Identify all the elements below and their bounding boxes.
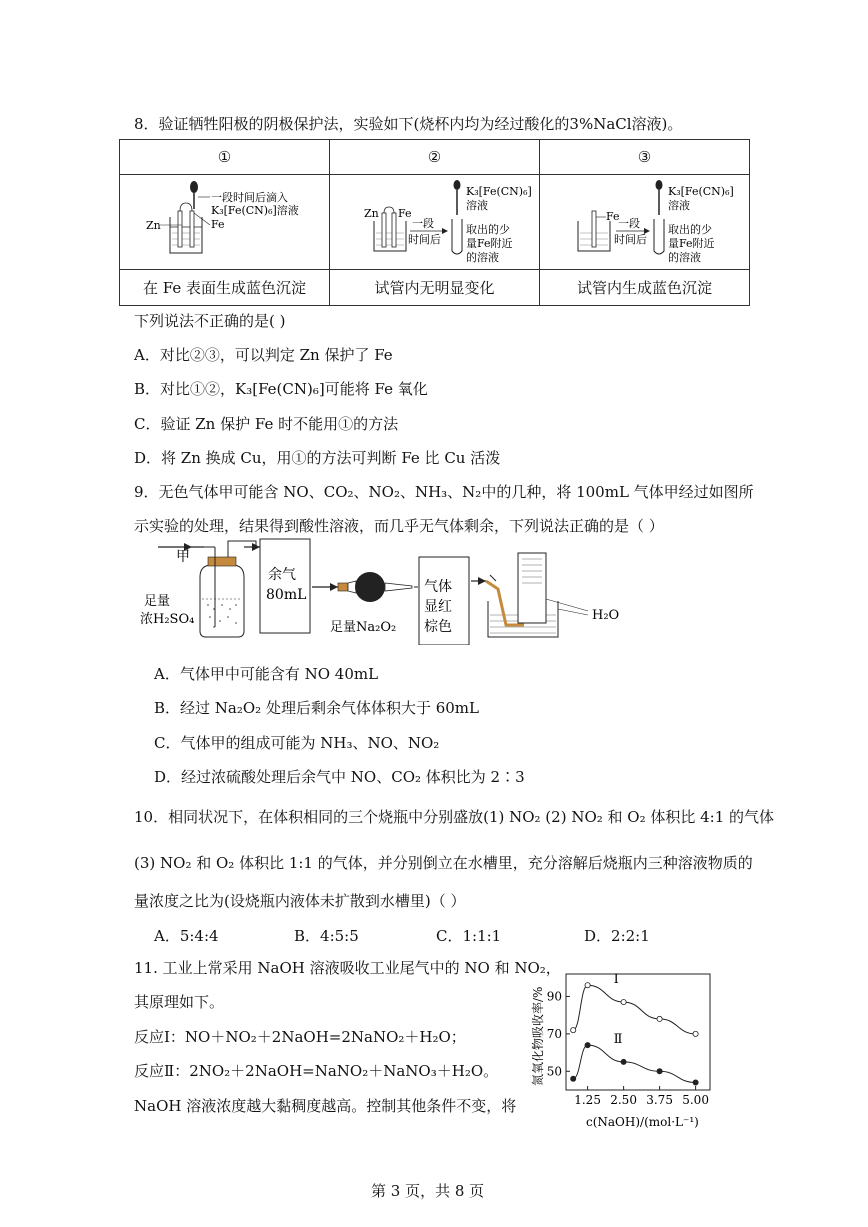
series-1-point xyxy=(621,999,626,1004)
fig1-label: Fe xyxy=(211,218,225,231)
fig3-label: 溶液 xyxy=(668,199,690,212)
y-axis-label: 氮氧化物吸收率/% xyxy=(531,986,545,1086)
q11-line1: 11. 工业上常采用 NaOH 溶液吸收工业尾气中的 NO 和 NO₂， xyxy=(134,959,561,977)
fig2-label: 一段 xyxy=(412,217,434,230)
page-footer: 第 3 页，共 8 页 xyxy=(371,1182,485,1200)
fig2-label: 取出的少 xyxy=(466,223,510,236)
label-water: H₂O xyxy=(592,608,620,623)
fig2-label: 时间后 xyxy=(408,233,441,246)
series-2-point xyxy=(657,1069,662,1074)
fig3-label: 一段 xyxy=(618,217,640,230)
q10-option-d: D．2:2:1 xyxy=(584,927,650,945)
fig2-label: 量Fe附近 xyxy=(466,237,513,250)
label-gas: 气体 xyxy=(424,579,452,595)
series-2-point xyxy=(571,1076,576,1081)
fig1-label: Zn xyxy=(146,219,161,232)
label-acid-amount: 足量 xyxy=(144,594,171,609)
q10-option-c: C．1:1:1 xyxy=(436,927,502,945)
fig2-label: 溶液 xyxy=(466,199,488,212)
series-label: Ⅰ xyxy=(613,972,619,988)
table-header: ② xyxy=(330,140,540,175)
y-tick-label: 50 xyxy=(546,1064,562,1079)
fig3-label: 取出的少 xyxy=(668,223,712,236)
label-volume: 80mL xyxy=(266,587,307,603)
series-line-2 xyxy=(573,1045,695,1082)
q9-apparatus-diagram xyxy=(140,535,620,645)
table-header: ① xyxy=(120,140,330,175)
q8-option-a: A．对比②③，可以判定 Zn 保护了 Fe xyxy=(134,346,393,364)
x-axis-label: c(NaOH)/(mol·L⁻¹) xyxy=(586,1115,699,1129)
q9-option-d: D．经过浓硫酸处理后余气中 NO、CO₂ 体积比为 2∶3 xyxy=(154,768,525,786)
fig3-label: 量Fe附近 xyxy=(668,237,715,250)
q11-reaction-1: 反应Ⅰ：NO＋NO₂＋2NaOH=2NaNO₂＋H₂O； xyxy=(134,1028,466,1046)
fig2-label: K₃[Fe(CN)₆] xyxy=(466,185,532,198)
q10-option-a: A．5:4:4 xyxy=(154,927,219,945)
q8-option-c: C．验证 Zn 保护 Fe 时不能用①的方法 xyxy=(134,415,399,433)
result-cell: 在 Fe 表面生成蓝色沉淀 xyxy=(120,270,330,306)
q9-option-a: A．气体甲中可能含有 NO 40mL xyxy=(154,665,379,683)
fig2-label: Fe xyxy=(398,207,412,220)
y-tick-label: 70 xyxy=(546,1026,562,1041)
label-residual-gas: 余气 xyxy=(268,567,296,583)
x-tick-label: 1.25 xyxy=(574,1093,601,1107)
fig3-label: Fe xyxy=(606,210,620,223)
q8-stem: 8．验证牺牲阳极的阴极保护法，实验如下(烧杯内均为经过酸化的3%NaCl溶液)。 xyxy=(134,115,683,133)
q10-option-b: B．4:5:5 xyxy=(294,927,359,945)
label-brown: 棕色 xyxy=(424,619,452,635)
experiment-1-figure xyxy=(120,175,330,270)
fig2-label: 的溶液 xyxy=(466,251,499,264)
series-1-point xyxy=(571,1028,576,1033)
q9-option-c: C．气体甲的组成可能为 NH₃、NO、NO₂ xyxy=(154,734,440,752)
q9-option-b: B．经过 Na₂O₂ 处理后剩余气体体积大于 60mL xyxy=(154,699,479,717)
series-label: Ⅱ xyxy=(613,1032,623,1048)
q10-stem-line1: 10．相同状况下，在体积相同的三个烧瓶中分别盛放(1) NO₂ (2) NO₂ 和 O₂ 体积比 4:1 的气体 xyxy=(134,808,775,826)
q11-reaction-2: 反应Ⅱ：2NO₂＋2NaOH=NaNO₂＋NaNO₃＋H₂O。 xyxy=(134,1062,499,1080)
result-cell: 试管内无明显变化 xyxy=(330,270,540,306)
q9-stem-line1: 9．无色气体甲可能含 NO、CO₂、NO₂、NH₃、N₂中的几种，将 100mL 气体甲经过如图所 xyxy=(134,483,754,501)
fig1-label: 一段时间后滴入 xyxy=(211,191,288,204)
q9-stem-line2: 示实验的处理，结果得到酸性溶液，而几乎无气体剩余，下列说法正确的是（ ） xyxy=(134,517,664,535)
absorption-rate-chart xyxy=(528,968,718,1136)
plot-frame xyxy=(566,974,710,1090)
series-1-point xyxy=(585,983,590,988)
label-shows-red: 显红 xyxy=(424,599,452,615)
label-jia: 甲 xyxy=(176,549,190,565)
q11-line2: 其原理如下。 xyxy=(134,993,225,1011)
experiment-3-figure xyxy=(540,175,750,270)
x-tick-label: 3.75 xyxy=(646,1093,673,1107)
q10-stem-line2: (3) NO₂ 和 O₂ 体积比 1:1 的气体，并分别倒立在水槽里，充分溶解后烧瓶内三种溶液物质的 xyxy=(134,854,753,872)
fig3-label: 时间后 xyxy=(614,233,647,246)
x-tick-label: 2.50 xyxy=(610,1093,637,1107)
fig1-label: K₃[Fe(CN)₆]溶液 xyxy=(211,204,299,217)
series-2-point xyxy=(585,1042,590,1047)
label-acid: 浓H₂SO₄ xyxy=(140,612,195,627)
series-2-point xyxy=(693,1080,698,1085)
q11-line5: NaOH 溶液浓度越大黏稠度越高。控制其他条件不变，将 xyxy=(134,1097,517,1115)
experiment-2-figure xyxy=(330,175,540,270)
q10-stem-line3: 量浓度之比为(设烧瓶内液体未扩散到水槽里)（ ） xyxy=(134,892,466,910)
series-2-point xyxy=(621,1059,626,1064)
series-1-point xyxy=(657,1016,662,1021)
label-sodium-peroxide: 足量Na₂O₂ xyxy=(330,620,397,635)
series-1-point xyxy=(693,1031,698,1036)
q8-option-b: B．对比①②，K₃[Fe(CN)₆]可能将 Fe 氧化 xyxy=(134,380,428,398)
q8-option-d: D．将 Zn 换成 Cu，用①的方法可判断 Fe 比 Cu 活泼 xyxy=(134,449,501,467)
x-tick-label: 5.00 xyxy=(682,1093,709,1107)
series-line-1 xyxy=(573,985,695,1034)
result-cell: 试管内生成蓝色沉淀 xyxy=(540,270,750,306)
y-tick-label: 90 xyxy=(546,989,562,1004)
fig3-label: 的溶液 xyxy=(668,251,701,264)
q8-prompt: 下列说法不正确的是( ) xyxy=(134,312,286,330)
fig3-label: K₃[Fe(CN)₆] xyxy=(668,185,734,198)
q8-experiment-table xyxy=(119,139,750,306)
fig2-label: Zn xyxy=(364,207,379,220)
table-header: ③ xyxy=(540,140,750,175)
